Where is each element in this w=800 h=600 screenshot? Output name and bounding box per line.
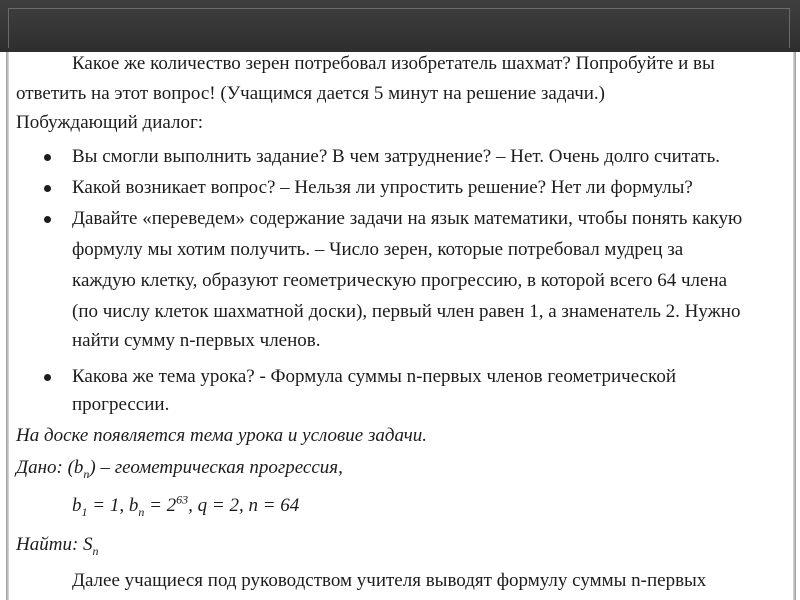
bullet-3-line-1: Давайте «переведем» содержание задачи на язык математики, чтобы понять какую <box>72 208 743 229</box>
bullet-dot-2 <box>44 185 51 192</box>
bullet-dot-4 <box>44 374 51 381</box>
given-seq-rest: ) – геометрическая прогрессия, <box>89 457 343 478</box>
given-values <box>72 492 300 519</box>
bullet-3-line-2: формулу мы хотим получить. – Число зерен, которые потребовал мудрец за <box>72 239 684 260</box>
bullet-1-line-1: Вы смогли выполнить задание? В чем затруднение? – Нет. Очень долго считать. <box>72 146 721 167</box>
bullet-4-line-1: Какова же тема урока? - Формула суммы n-первых членов геометрической <box>72 366 676 387</box>
given-label: Дано: <box>16 457 63 478</box>
bullet-4-line-2: прогрессии. <box>72 394 170 415</box>
given-rest: , q = 2, n = 64 <box>188 495 300 516</box>
slide-frame-right <box>793 52 796 600</box>
slide-content <box>0 52 800 600</box>
slide-header-band <box>0 0 800 52</box>
bullet-3-line-4: (по числу клеток шахматной доски), первый член равен 1, а знаменатель 2. Нужно <box>72 301 741 322</box>
find-line <box>16 534 99 556</box>
bn-eq: = 2 <box>144 495 177 516</box>
bullet-3-line-5: найти сумму n-первых членов. <box>72 330 321 351</box>
slide-frame-left <box>6 52 9 600</box>
b1-symbol: b <box>72 495 82 516</box>
dialog-heading: Побуждающий диалог: <box>16 112 204 133</box>
given-seq-sub: n <box>83 466 90 481</box>
intro-text-1: Какое же количество зерен потребовал изобретатель шахмат? Попробуйте и вы <box>72 53 715 74</box>
intro-line-1 <box>72 53 778 75</box>
given-line <box>16 457 343 479</box>
b1-sub: 1 <box>81 504 88 519</box>
header-band-frame <box>8 8 790 48</box>
b1-value: = 1, <box>87 495 129 516</box>
find-label: Найти: S <box>16 534 93 555</box>
bn-exponent: 63 <box>176 492 189 507</box>
closing-line: Далее учащиеся под руководством учителя выводят формулу суммы n-первых <box>72 570 707 591</box>
bullet-2-line-1: Какой возникает вопрос? – Нельзя ли упростить решение? Нет ли формулы? <box>72 177 693 198</box>
find-sub: n <box>92 543 99 558</box>
intro-line-2: ответить на этот вопрос! (Учащимся дается 5 минут на решение задачи.) <box>16 83 605 104</box>
bullet-3-line-3: каждую клетку, образуют геометрическую прогрессию, в которой всего 64 члена <box>72 270 728 291</box>
board-note: На доске появляется тема урока и условие задачи. <box>16 425 428 446</box>
bullet-dot-1 <box>44 154 51 161</box>
bn-symbol: b <box>128 495 139 516</box>
given-seq-open: (b <box>67 457 84 478</box>
bullet-dot-3 <box>44 216 51 223</box>
bn-sub: n <box>138 504 145 519</box>
